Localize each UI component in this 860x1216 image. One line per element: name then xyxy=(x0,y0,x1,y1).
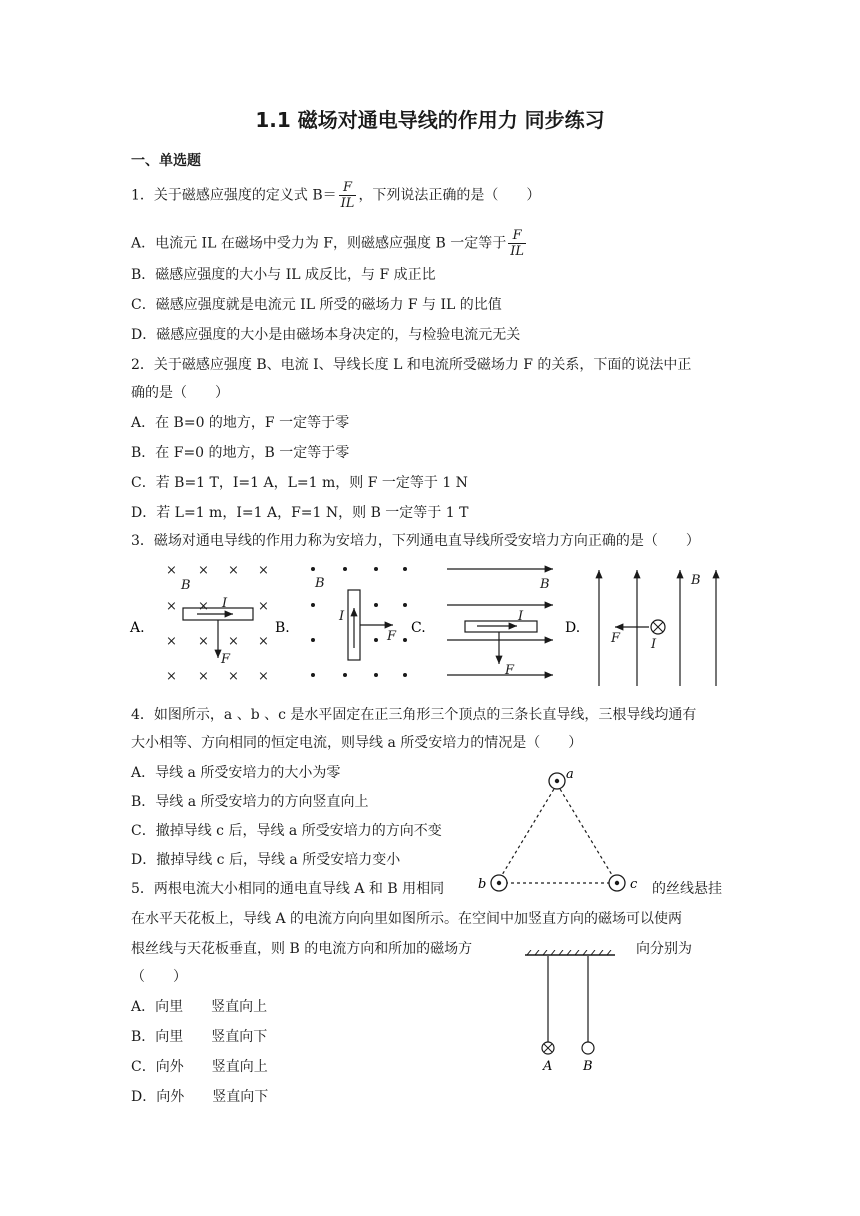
q1-stem-part-b: ，下列说法正确的是（ ） xyxy=(358,187,541,204)
q4-option-d: D．撤掉导线 c 后，导线 a 所受安培力变小 xyxy=(131,852,401,868)
q5-label-b: B xyxy=(583,1059,593,1074)
q3b-b-label: B xyxy=(315,576,325,591)
question-1-stem xyxy=(131,180,540,211)
q2-option-b: B．在 F=0 的地方，B 一定等于零 xyxy=(131,445,350,461)
q3c-f-label: F xyxy=(505,663,515,678)
q5-option-d: D．向外 竖直向下 xyxy=(131,1089,269,1105)
svg-text:×: × xyxy=(166,669,177,684)
q3c-b-label: B xyxy=(540,577,550,592)
svg-text:×: × xyxy=(258,634,269,649)
q1-option-d: D．磁感应强度的大小是由磁场本身决定的，与检验电流元无关 xyxy=(131,327,521,343)
q3d-i-label: I xyxy=(651,637,657,652)
q1-option-b: B．磁感应强度的大小与 IL 成反比，与 F 成正比 xyxy=(131,267,436,283)
svg-text:×: × xyxy=(258,563,269,578)
question-2-stem-line2: 确的是（ ） xyxy=(131,385,229,401)
q4-label-c: c xyxy=(630,877,638,892)
question-3-stem: 3．磁场对通电导线的作用力称为安培力，下列通电直导线所受安培力方向正确的是（ ） xyxy=(131,533,700,549)
q1-option-a-numerator: F xyxy=(508,228,526,244)
q1-option-a-denominator: IL xyxy=(510,244,524,259)
q3b-f-label: F xyxy=(387,629,397,644)
q1-option-a-text: A．电流元 IL 在磁场中受力为 F，则磁感应强度 B 一定等于 xyxy=(131,235,507,252)
q5-option-c: C．向外 竖直向上 xyxy=(131,1059,268,1075)
svg-text:×: × xyxy=(228,634,239,649)
q4-option-c: C．撤掉导线 c 后，导线 a 所受安培力的方向不变 xyxy=(131,823,442,839)
q1-stem-part-a: 1．关于磁感应强度的定义式 B＝ xyxy=(131,187,337,204)
q3-figure-a xyxy=(166,563,269,684)
q3a-b-label: B xyxy=(181,578,191,593)
svg-text:×: × xyxy=(228,563,239,578)
svg-text:×: × xyxy=(198,599,209,614)
svg-text:×: × xyxy=(166,563,177,578)
q1-fraction-denominator: IL xyxy=(340,196,355,211)
question-5-stem-line2: 在水平天花板上，导线 A 的电流方向向里如图所示。在空间中加竖直方向的磁场可以使两 xyxy=(131,911,683,927)
q3-label-a: A. xyxy=(130,620,145,636)
q1-option-a-fraction xyxy=(508,228,526,259)
q5-option-a: A．向里 竖直向上 xyxy=(131,999,268,1015)
q5-suspension-figure xyxy=(515,950,635,1080)
q3-label-b: B. xyxy=(275,620,290,636)
page-title: 1.1 磁场对通电导线的作用力 同步练习 xyxy=(255,108,605,132)
section-heading: 一、单选题 xyxy=(131,153,201,169)
q3a-i-label: I xyxy=(222,596,228,611)
q3a-f-label: F xyxy=(221,652,231,667)
question-2-stem-line1: 2．关于磁感应强度 B、电流 I、导线长度 L 和电流所受磁场力 F 的关系，下面的说法中正 xyxy=(131,357,692,373)
q3-figures xyxy=(125,556,745,696)
question-4-stem-line2: 大小相等、方向相同的恒定电流，则导线 a 所受安培力的情况是（ ） xyxy=(131,735,583,751)
svg-text:×: × xyxy=(198,563,209,578)
q3d-f-label: F xyxy=(611,631,621,646)
svg-text:×: × xyxy=(166,634,177,649)
q4-label-b: b xyxy=(478,877,487,892)
q4-label-a: a xyxy=(566,767,574,782)
svg-text:×: × xyxy=(258,599,269,614)
q2-option-a: A．在 B=0 的地方，F 一定等于零 xyxy=(131,415,350,431)
svg-text:×: × xyxy=(198,634,209,649)
svg-text:×: × xyxy=(166,599,177,614)
q3c-i-label: I xyxy=(518,609,524,624)
q3-label-c: C. xyxy=(411,620,426,636)
q5-wire-b-icon xyxy=(582,1042,594,1054)
question-4-stem-line1: 4．如图所示，a 、b 、c 是水平固定在正三角形三个顶点的三条长直导线，三根导线均通有 xyxy=(131,707,697,723)
question-5-stem-line1a: 5．两根电流大小相同的通电直导线 A 和 B 用相同 xyxy=(131,881,445,897)
q3b-i-label: I xyxy=(339,609,345,624)
svg-text:×: × xyxy=(228,669,239,684)
svg-text:×: × xyxy=(258,669,269,684)
q3-figure-c xyxy=(447,569,553,678)
question-5-stem-line3b: 向分别为 xyxy=(636,941,692,957)
q1-formula-fraction xyxy=(339,180,357,211)
q5-label-a: A xyxy=(543,1059,553,1074)
q2-option-d: D．若 L=1 m，I=1 A，F=1 N，则 B 一定等于 1 T xyxy=(131,505,469,521)
q5-option-b: B．向里 竖直向下 xyxy=(131,1029,268,1045)
q3-figure-b xyxy=(311,567,407,677)
q1-option-a xyxy=(131,228,528,259)
q3-label-d: D. xyxy=(565,620,581,636)
q3d-b-label: B xyxy=(691,573,701,588)
q4-triangle-figure xyxy=(470,760,650,900)
q4-option-a: A．导线 a 所受安培力的大小为零 xyxy=(131,765,341,781)
q1-option-c: C．磁感应强度就是电流元 IL 所受的磁场力 F 与 IL 的比值 xyxy=(131,297,502,313)
question-5-stem-line1b: 的丝线悬挂 xyxy=(652,881,722,897)
q1-fraction-numerator: F xyxy=(339,180,357,196)
q3-figure-d xyxy=(599,570,716,686)
q2-option-c: C．若 B=1 T，I=1 A，L=1 m，则 F 一定等于 1 N xyxy=(131,475,468,491)
svg-text:×: × xyxy=(198,669,209,684)
question-5-stem-line4: （ ） xyxy=(131,969,187,985)
q4-option-b: B．导线 a 所受安培力的方向竖直向上 xyxy=(131,794,369,810)
question-5-stem-line3a: 根丝线与天花板垂直，则 B 的电流方向和所加的磁场方 xyxy=(131,941,473,957)
